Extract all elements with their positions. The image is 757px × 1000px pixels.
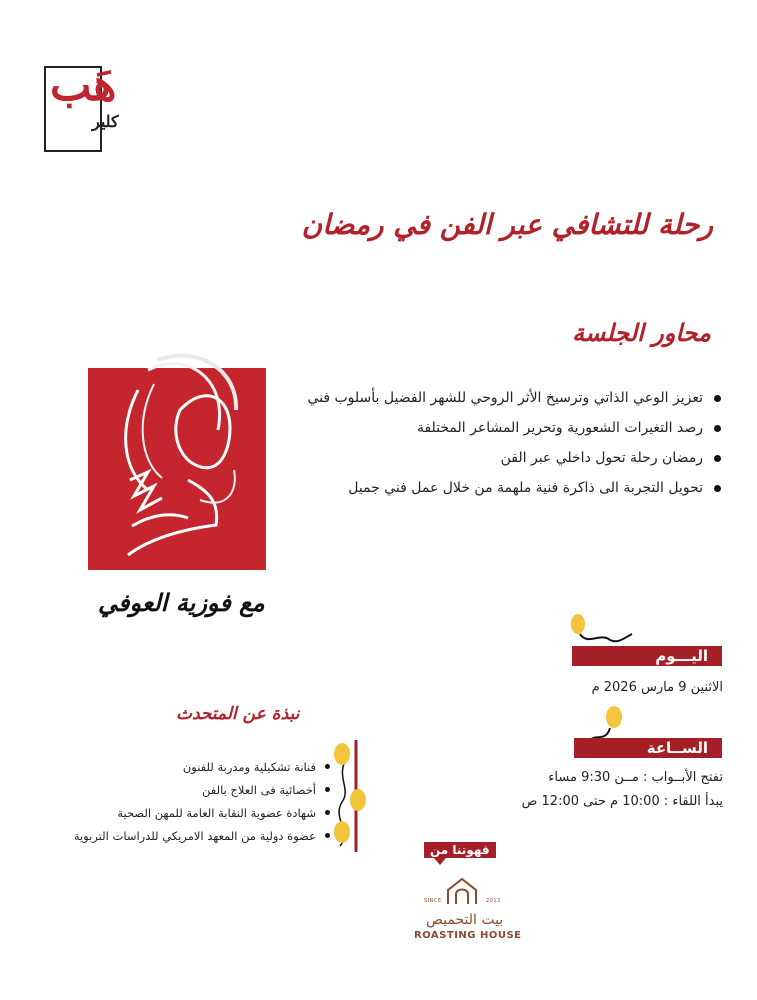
sponsor-name-english: ROASTING HOUSE — [414, 930, 522, 941]
sponsor-name-arabic: بيت التحميص — [426, 912, 504, 928]
day-label-bar: اليـــوم — [572, 646, 722, 666]
list-item: تعزيز الوعي الذاتي وترسيخ الأثر الروحي للشهر الفضيل بأسلوب فني — [251, 384, 721, 414]
woman-silhouette-icon — [88, 350, 266, 570]
lamp-icon — [566, 610, 636, 644]
list-item: تحويل التجربة الى ذاكرة فنية ملهمة من خلال عمل فني جميل — [251, 474, 721, 504]
list-item: رمضان رحلة تحول داخلي عبر الفن — [251, 444, 721, 474]
page-title: رحلة للتشافي عبر الفن في رمضان — [301, 208, 713, 241]
time-label-bar: الســاعة — [574, 738, 722, 758]
logo-subtitle: كلير — [92, 112, 119, 131]
sponsor-tag: قهوتنا من — [424, 842, 496, 858]
agenda-list — [251, 384, 721, 504]
doors-open-time: تفتح الأبــواب : مــن 9:30 مساء — [548, 770, 723, 785]
logo-wordmark: هَب — [50, 60, 117, 111]
bio-list — [40, 756, 330, 848]
speaker-portrait-illustration — [88, 368, 266, 570]
sponsor-year: 2013 — [486, 898, 501, 904]
meeting-time: يبدأ اللقاء : 10:00 م حتى 12:00 ص — [521, 794, 723, 809]
house-logo-icon — [444, 876, 480, 906]
list-item: رصد التغيرات الشعورية وتحرير المشاعر المختلفة — [251, 414, 721, 444]
sponsor-since: SINCE — [424, 898, 442, 904]
speaker-name: مع فوزية العوفي — [98, 588, 265, 617]
bio-heading: نبذة عن المتحدث — [176, 704, 300, 724]
list-item: فنانة تشكيلية ومدربة للفنون — [40, 756, 330, 779]
list-item: أخصائية فى العلاج بالفن — [40, 779, 330, 802]
hanging-lamps-icon — [328, 736, 374, 856]
day-value: الاثنين 9 مارس 2026 م — [591, 680, 723, 695]
list-item: شهادة عضوية النقابة العامة للمهن الصحية — [40, 802, 330, 825]
list-item: عضوة دولية من المعهد الامريكي للدراسات التربوية — [40, 825, 330, 848]
agenda-heading: محاور الجلسة — [572, 318, 711, 347]
